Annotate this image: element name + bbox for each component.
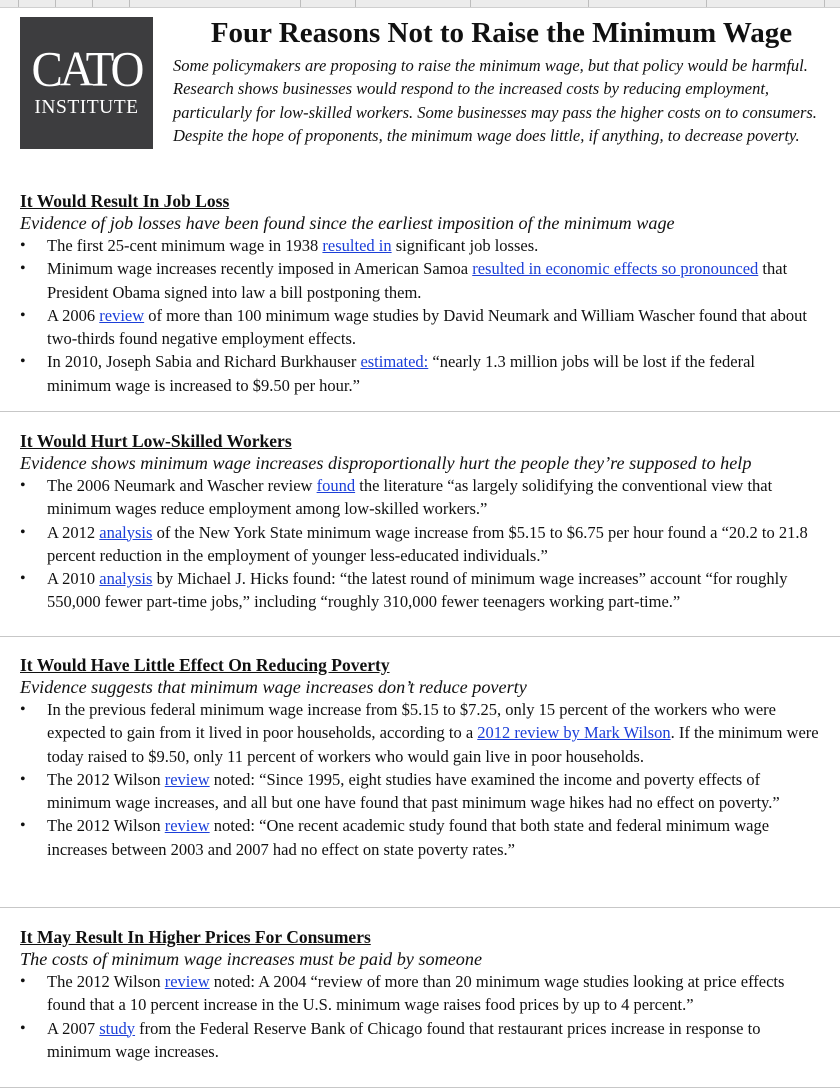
bullet-text: A 2006 bbox=[47, 305, 100, 325]
section-divider bbox=[0, 636, 840, 637]
bullet-text: of the New York State minimum wage increase from $5.15 to $6.75 per hour found a “20.2 to 21.8 percent reduction in the employment of younger less-educated individuals.” bbox=[47, 522, 808, 565]
bullet-text: by Michael J. Hicks found: “the latest round of minimum wage increases” account “for roughly 550,000 fewer part-time jobs,” including “roughly 310,000 fewer teenagers working part-time.” bbox=[47, 569, 788, 612]
citation-link[interactable]: analysis bbox=[99, 569, 153, 589]
bullet-text: The 2006 Neumark and Wascher review bbox=[47, 476, 317, 495]
bullet-text: The 2012 Wilson bbox=[47, 972, 165, 991]
list-item bbox=[20, 698, 820, 768]
section-consumer-prices bbox=[20, 926, 820, 1063]
list-item bbox=[20, 768, 820, 815]
bullet-text: In 2010, Joseph Sabia and Richard Burkhauser bbox=[47, 352, 361, 372]
tab-divider bbox=[355, 0, 356, 7]
list-item bbox=[20, 567, 820, 614]
tab-divider bbox=[18, 0, 19, 7]
section-heading: It Would Have Little Effect On Reducing Poverty bbox=[20, 655, 390, 675]
section-low-skilled-workers bbox=[20, 430, 820, 614]
section-subheading: Evidence suggests that minimum wage increases don’t reduce poverty bbox=[20, 677, 527, 697]
list-item bbox=[20, 521, 820, 568]
section-poverty bbox=[20, 654, 820, 861]
citation-link[interactable]: estimated: bbox=[360, 352, 429, 372]
tab-divider bbox=[92, 0, 93, 7]
bullet-text: the literature “as largely solidifying the conventional view that minimum wages reduce employment among low-skilled workers.” bbox=[47, 476, 773, 519]
bullet-text: noted: A 2004 “review of more than 20 minimum wage studies looking at price effects found that a 10 percent increase in the U.S. minimum wage raises food prices by up to 4 percent.” bbox=[47, 972, 785, 1015]
citation-link[interactable]: review bbox=[164, 816, 210, 836]
citation-link[interactable]: study bbox=[99, 1018, 136, 1038]
tab-divider bbox=[300, 0, 301, 7]
tab-divider bbox=[588, 0, 589, 7]
citation-link[interactable]: 2012 review by Mark Wilson bbox=[477, 723, 671, 743]
section-heading: It Would Hurt Low-Skilled Workers bbox=[20, 431, 292, 451]
list-item bbox=[20, 970, 820, 1017]
bullet-text: In the previous federal minimum wage increase from $5.15 to $7.25, only 15 percent of the workers who were expected to gain from it lived in poor households, according to a bbox=[47, 700, 776, 743]
citation-link[interactable]: review bbox=[164, 972, 210, 991]
bullet-text: A 2012 bbox=[47, 522, 100, 542]
bullet-text: noted: “Since 1995, eight studies have examined the income and poverty effects of minimum wage increases, and all but one have found that past minimum wage hikes had no effect on poverty.” bbox=[47, 769, 780, 813]
bullet-text: “nearly 1.3 million jobs will be lost if the federal minimum wage is increased to $9.50 per hour.” bbox=[47, 352, 755, 395]
logo-mark: CATO bbox=[31, 42, 142, 98]
section-subheading: Evidence of job losses have been found since the earliest imposition of the minimum wage bbox=[20, 213, 675, 233]
tab-divider bbox=[470, 0, 471, 7]
tab-divider bbox=[706, 0, 707, 7]
bullet-text: . If the minimum were today raised to $9.50, only 11 percent of workers who would gain live in poor households. bbox=[47, 723, 819, 766]
tab-divider bbox=[55, 0, 56, 7]
bullet-text: The first 25-cent minimum wage in 1938 bbox=[47, 236, 323, 255]
list-item bbox=[20, 257, 820, 304]
logo-subtitle: INSTITUTE bbox=[34, 97, 139, 118]
cato-institute-logo bbox=[20, 17, 153, 149]
citation-link[interactable]: found bbox=[316, 476, 356, 495]
list-item bbox=[20, 350, 820, 397]
citation-link[interactable]: resulted in bbox=[322, 236, 392, 255]
citation-link[interactable]: review bbox=[164, 769, 210, 789]
section-job-loss bbox=[20, 190, 820, 397]
citation-link[interactable]: analysis bbox=[99, 522, 153, 542]
citation-link[interactable]: review bbox=[99, 305, 145, 325]
window-top-strip bbox=[0, 0, 840, 8]
list-item bbox=[20, 234, 820, 257]
bullet-text: that President Obama signed into law a bill postponing them. bbox=[47, 259, 788, 302]
list-item bbox=[20, 814, 820, 861]
section-heading: It May Result In Higher Prices For Consumers bbox=[20, 927, 371, 947]
bullet-list bbox=[20, 970, 820, 1063]
intro-paragraph: Some policymakers are proposing to raise the minimum wage, but that policy would be harmful. Research shows businesses would respond to the increased costs by reducing employment, particularly for low-skilled workers. Some businesses may pass the higher costs on to consumers. Despite the hope of proponents, the minimum wage does little, if anything, to decrease poverty. bbox=[173, 56, 817, 145]
bullet-text: The 2012 Wilson bbox=[47, 816, 165, 836]
bullet-text: A 2007 bbox=[47, 1018, 100, 1038]
section-divider bbox=[0, 907, 840, 908]
tab-divider bbox=[129, 0, 130, 7]
tab-divider bbox=[824, 0, 825, 7]
bullet-text: significant job losses. bbox=[391, 236, 539, 255]
bullet-list bbox=[20, 234, 820, 397]
list-item bbox=[20, 474, 820, 521]
page-title: Four Reasons Not to Raise the Minimum Wage bbox=[210, 17, 793, 49]
bullet-list bbox=[20, 698, 820, 861]
bullet-text: noted: “One recent academic study found that both state and federal minimum wage increases between 2003 and 2007 had no effect on state poverty rates.” bbox=[47, 816, 770, 859]
bullet-text: The 2012 Wilson bbox=[47, 769, 165, 789]
bullet-list bbox=[20, 474, 820, 614]
citation-link[interactable]: resulted in economic effects so pronounced bbox=[472, 259, 759, 279]
section-subheading: The costs of minimum wage increases must be paid by someone bbox=[20, 949, 483, 969]
bullet-text: Minimum wage increases recently imposed in American Samoa bbox=[47, 259, 473, 279]
list-item bbox=[20, 304, 820, 351]
section-divider bbox=[0, 411, 840, 412]
section-divider bbox=[0, 1087, 840, 1088]
section-subheading: Evidence shows minimum wage increases disproportionally hurt the people they’re supposed to help bbox=[20, 453, 752, 473]
bullet-text: from the Federal Reserve Bank of Chicago found that restaurant prices increase in response to minimum wage increases. bbox=[47, 1018, 761, 1061]
section-heading: It Would Result In Job Loss bbox=[20, 191, 230, 211]
bullet-text: of more than 100 minimum wage studies by David Neumark and William Wascher found that about two-thirds found negative employment effects. bbox=[47, 305, 807, 349]
list-item bbox=[20, 1017, 820, 1064]
bullet-text: A 2010 bbox=[47, 569, 100, 589]
